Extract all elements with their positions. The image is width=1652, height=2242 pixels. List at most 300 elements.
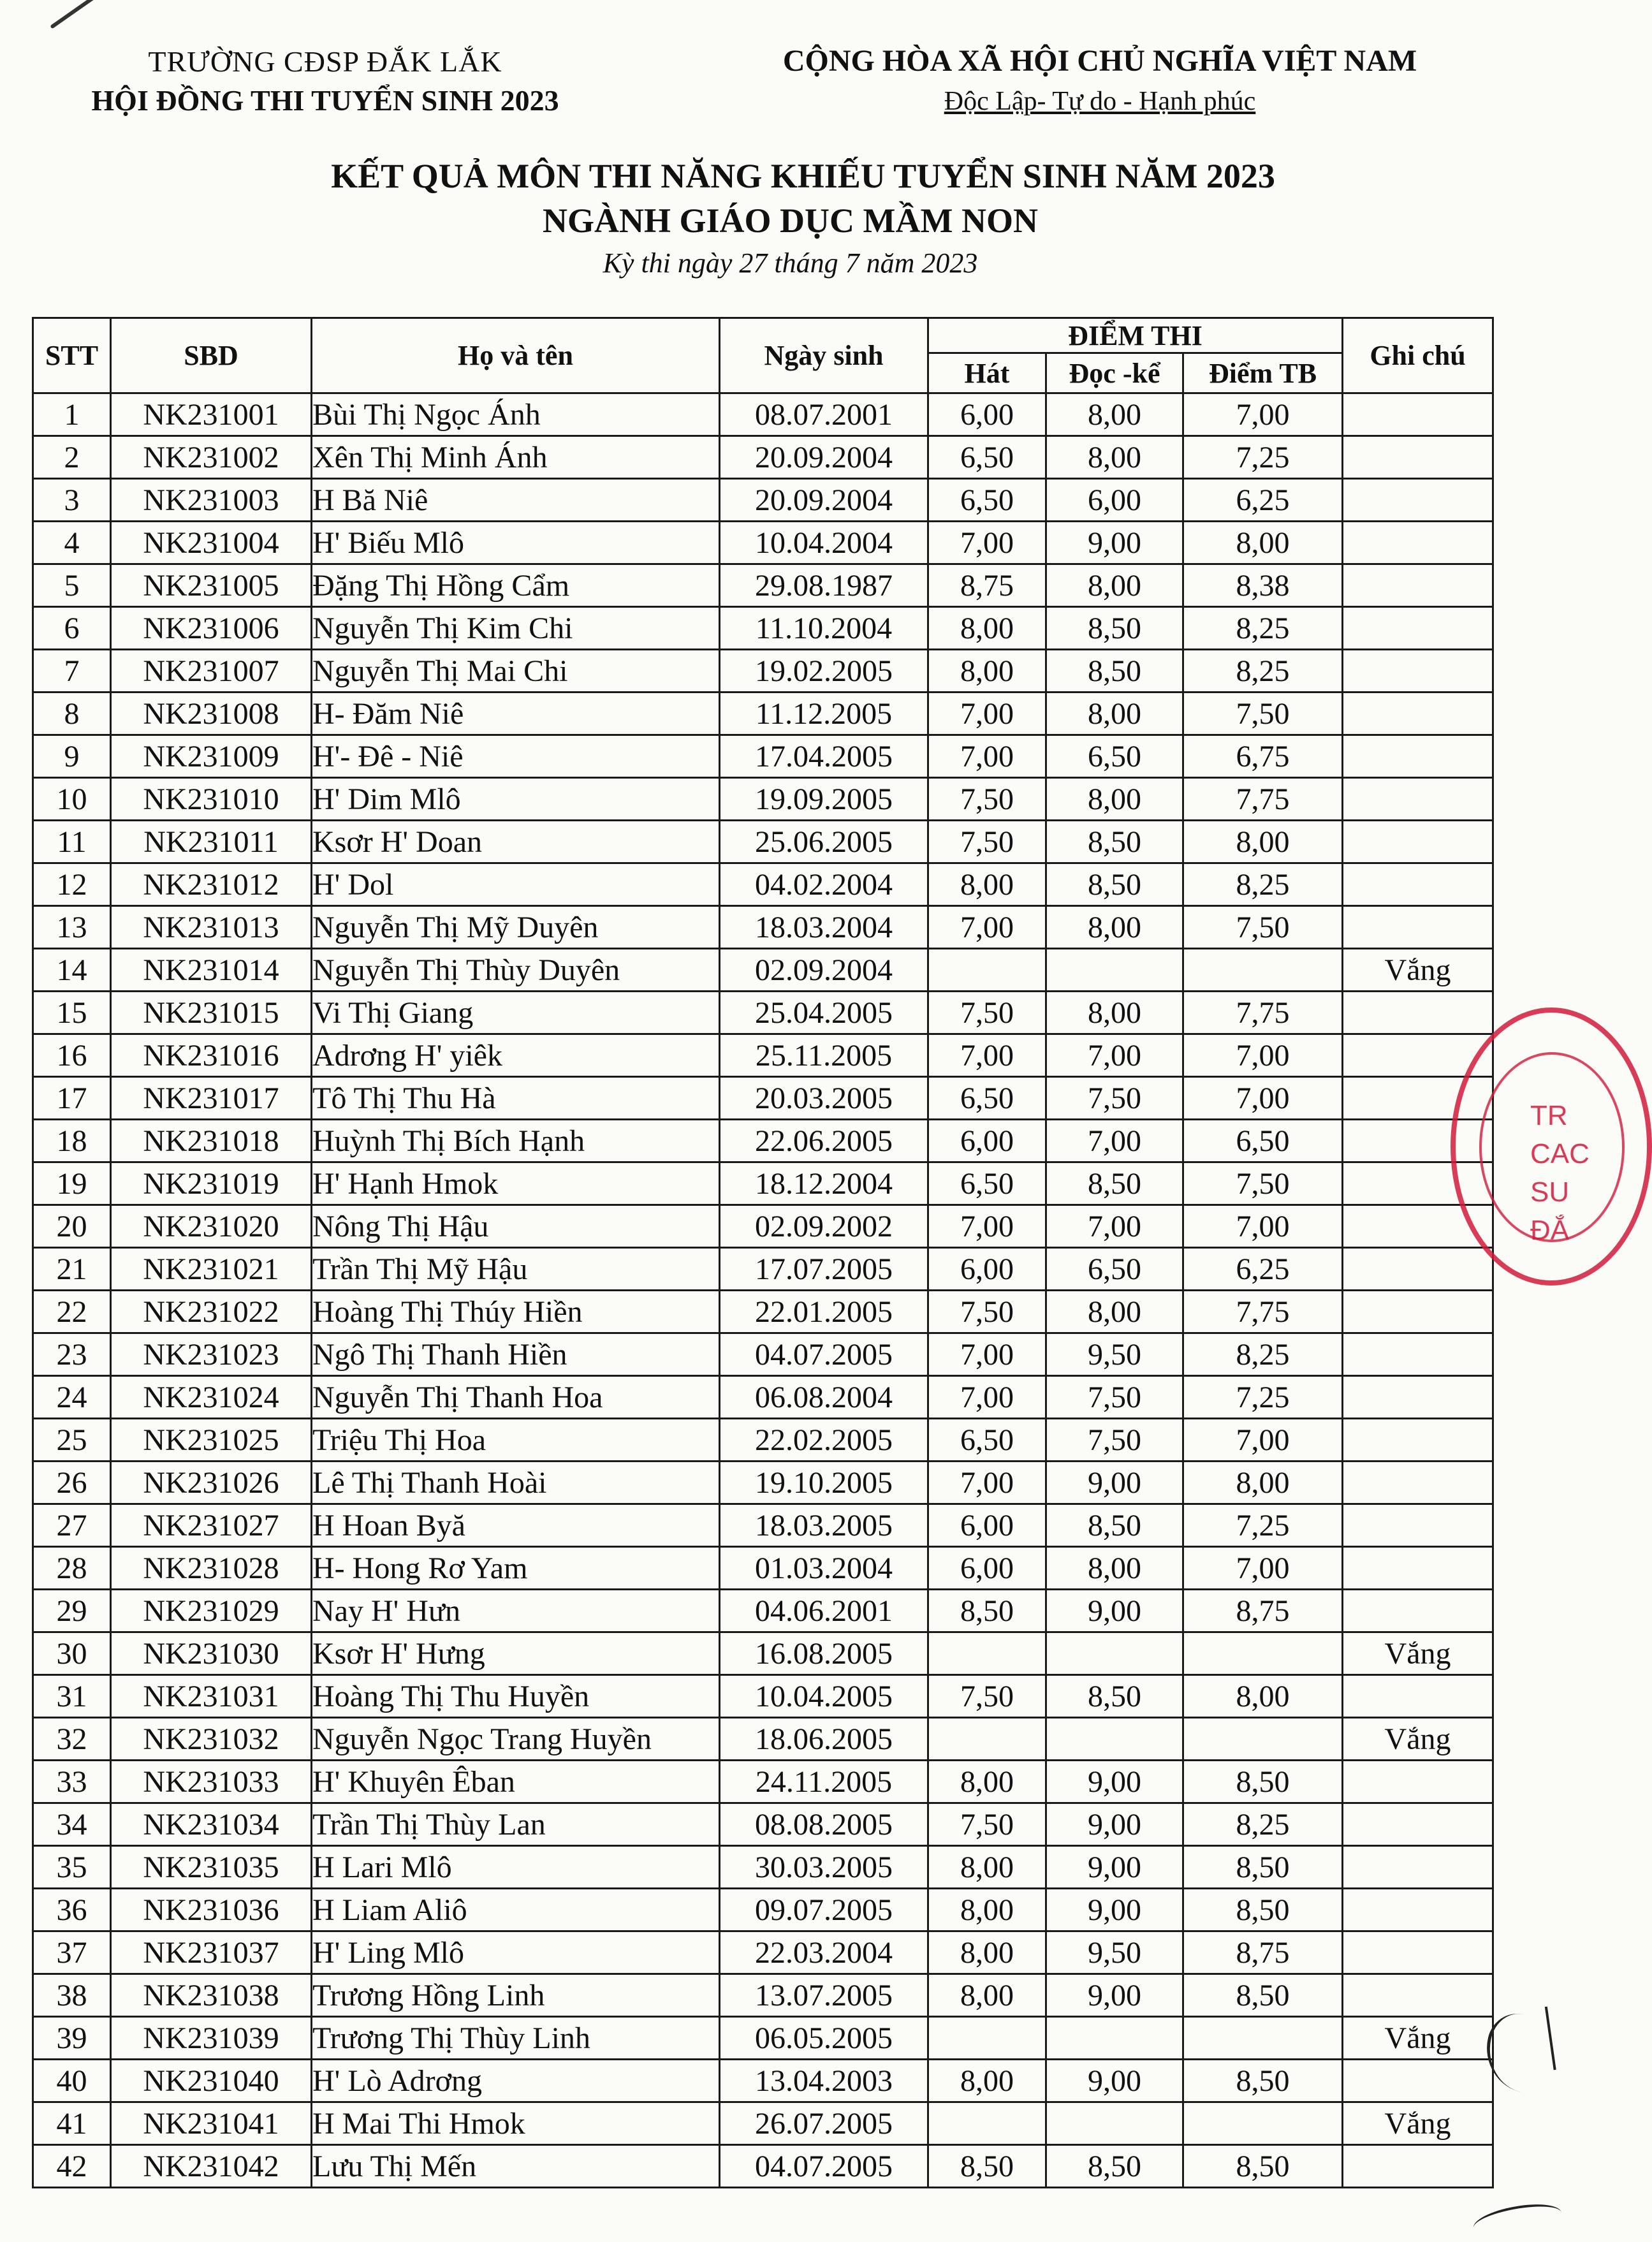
cell-dob: 19.09.2005 [720, 778, 928, 821]
cell-read: 8,00 [1046, 906, 1183, 949]
cell-name: H' Ling Mlô [312, 1931, 720, 1974]
document-subtitle: NGÀNH GIÁO DỤC MẦM NON [543, 201, 1038, 240]
document-title: KẾT QUẢ MÔN THI NĂNG KHIẾU TUYỂN SINH NĂM 2023 [331, 157, 1275, 195]
cell-sing: 7,50 [928, 1291, 1046, 1333]
cell-sing: 8,00 [928, 1761, 1046, 1803]
cell-sbd: NK231021 [111, 1248, 312, 1291]
cell-stt: 14 [33, 949, 111, 992]
cell-dob: 01.03.2004 [720, 1547, 928, 1590]
cell-sing: 6,00 [928, 393, 1046, 436]
cell-stt: 29 [33, 1590, 111, 1632]
table-row [33, 1718, 1493, 1761]
cell-read: 9,00 [1046, 1462, 1183, 1504]
cell-sing: 6,00 [928, 1248, 1046, 1291]
pen-mark [50, 0, 110, 29]
cell-note [1343, 1931, 1493, 1974]
cell-name: Trương Hồng Linh [312, 1974, 720, 2017]
republic-name: CỘNG HÒA XÃ HỘI CHỦ NGHĨA VIỆT NAM [782, 44, 1417, 78]
cell-sbd: NK231034 [111, 1803, 312, 1846]
cell-avg: 8,00 [1183, 821, 1343, 863]
cell-read: 9,00 [1046, 522, 1183, 564]
cell-note [1343, 522, 1493, 564]
cell-avg: 7,25 [1183, 1504, 1343, 1547]
cell-sbd: NK231017 [111, 1077, 312, 1120]
cell-note [1343, 863, 1493, 906]
cell-dob: 17.04.2005 [720, 735, 928, 778]
seal-text-line: SU [1530, 1176, 1570, 1208]
table-row [33, 2145, 1493, 2188]
cell-sing [928, 2017, 1046, 2060]
cell-sbd: NK231012 [111, 863, 312, 906]
cell-name: Đặng Thị Hồng Cẩm [312, 564, 720, 607]
cell-sbd: NK231002 [111, 436, 312, 479]
cell-stt: 41 [33, 2102, 111, 2145]
header-sbd: SBD [111, 318, 312, 393]
cell-dob: 13.04.2003 [720, 2060, 928, 2102]
table-row [33, 2017, 1493, 2060]
cell-read: 8,50 [1046, 863, 1183, 906]
cell-note [1343, 1504, 1493, 1547]
cell-sing: 6,00 [928, 1547, 1046, 1590]
cell-note: Vắng [1343, 2017, 1493, 2060]
cell-avg: 7,25 [1183, 1376, 1343, 1419]
cell-dob: 20.09.2004 [720, 436, 928, 479]
school-name: TRƯỜNG CĐSP ĐẮK LẮK [148, 45, 502, 78]
cell-dob: 04.02.2004 [720, 863, 928, 906]
table-row [33, 821, 1493, 863]
cell-sbd: NK231027 [111, 1504, 312, 1547]
cell-dob: 19.02.2005 [720, 650, 928, 692]
cell-name: Bùi Thị Ngọc Ánh [312, 393, 720, 436]
cell-avg [1183, 1718, 1343, 1761]
cell-stt: 33 [33, 1761, 111, 1803]
cell-note [1343, 1761, 1493, 1803]
cell-name: H' Dol [312, 863, 720, 906]
cell-sing [928, 1632, 1046, 1675]
table-row [33, 650, 1493, 692]
cell-note [1343, 1376, 1493, 1419]
cell-avg: 8,25 [1183, 863, 1343, 906]
cell-stt: 22 [33, 1291, 111, 1333]
cell-dob: 25.11.2005 [720, 1034, 928, 1077]
cell-note [1343, 735, 1493, 778]
cell-sbd: NK231040 [111, 2060, 312, 2102]
cell-sing: 8,00 [928, 1931, 1046, 1974]
cell-sing: 6,50 [928, 1077, 1046, 1120]
cell-sing: 6,50 [928, 436, 1046, 479]
cell-sbd: NK231014 [111, 949, 312, 992]
cell-note [1343, 1419, 1493, 1462]
cell-dob: 17.07.2005 [720, 1248, 928, 1291]
cell-dob: 18.06.2005 [720, 1718, 928, 1761]
cell-dob: 16.08.2005 [720, 1632, 928, 1675]
cell-name: Ksơr H' Hưng [312, 1632, 720, 1675]
cell-note [1343, 778, 1493, 821]
cell-stt: 2 [33, 436, 111, 479]
cell-read: 8,50 [1046, 607, 1183, 650]
cell-read: 8,50 [1046, 1504, 1183, 1547]
table-row [33, 1120, 1493, 1162]
table-row [33, 1291, 1493, 1333]
table-row [33, 479, 1493, 522]
cell-sbd: NK231035 [111, 1846, 312, 1889]
cell-note [1343, 1291, 1493, 1333]
cell-stt: 20 [33, 1205, 111, 1248]
cell-sbd: NK231005 [111, 564, 312, 607]
cell-sing: 7,00 [928, 1205, 1046, 1248]
cell-read: 6,50 [1046, 735, 1183, 778]
cell-sbd: NK231008 [111, 692, 312, 735]
cell-stt: 15 [33, 992, 111, 1034]
cell-read: 8,50 [1046, 1162, 1183, 1205]
cell-read: 8,00 [1046, 992, 1183, 1034]
cell-avg [1183, 2017, 1343, 2060]
cell-dob: 22.02.2005 [720, 1419, 928, 1462]
cell-dob: 11.12.2005 [720, 692, 928, 735]
cell-avg: 6,50 [1183, 1120, 1343, 1162]
cell-sing: 6,00 [928, 1504, 1046, 1547]
cell-stt: 18 [33, 1120, 111, 1162]
cell-name: Nguyễn Thị Kim Chi [312, 607, 720, 650]
cell-stt: 6 [33, 607, 111, 650]
cell-note [1343, 1803, 1493, 1846]
cell-sing: 6,50 [928, 479, 1046, 522]
cell-avg: 7,50 [1183, 1162, 1343, 1205]
cell-dob: 02.09.2004 [720, 949, 928, 992]
cell-stt: 35 [33, 1846, 111, 1889]
cell-sing: 7,00 [928, 522, 1046, 564]
cell-sbd: NK231020 [111, 1205, 312, 1248]
cell-avg: 7,00 [1183, 393, 1343, 436]
table-row [33, 1590, 1493, 1632]
cell-read [1046, 1632, 1183, 1675]
header-note: Ghi chú [1343, 318, 1493, 393]
table-row [33, 1205, 1493, 1248]
table-row [33, 1034, 1493, 1077]
cell-stt: 34 [33, 1803, 111, 1846]
cell-dob: 09.07.2005 [720, 1889, 928, 1931]
cell-sing: 8,00 [928, 1846, 1046, 1889]
cell-dob: 13.07.2005 [720, 1974, 928, 2017]
cell-sbd: NK231039 [111, 2017, 312, 2060]
table-row [33, 1803, 1493, 1846]
cell-note [1343, 2060, 1493, 2102]
table-row [33, 436, 1493, 479]
header-read: Đọc -kể [1046, 353, 1183, 393]
cell-sbd: NK231036 [111, 1889, 312, 1931]
cell-sing: 6,50 [928, 1419, 1046, 1462]
cell-name: H Hoan Byă [312, 1504, 720, 1547]
red-seal-text [1530, 1097, 1590, 1250]
cell-avg: 6,75 [1183, 735, 1343, 778]
cell-read: 8,00 [1046, 778, 1183, 821]
table-row [33, 863, 1493, 906]
cell-read: 7,00 [1046, 1034, 1183, 1077]
cell-read: 7,00 [1046, 1120, 1183, 1162]
cell-name: Xên Thị Minh Ánh [312, 436, 720, 479]
cell-dob: 20.03.2005 [720, 1077, 928, 1120]
cell-read: 9,00 [1046, 1889, 1183, 1931]
header-avg: Điểm TB [1183, 353, 1343, 393]
cell-sing: 7,50 [928, 1675, 1046, 1718]
cell-dob: 11.10.2004 [720, 607, 928, 650]
cell-sing: 7,50 [928, 778, 1046, 821]
table-row [33, 1333, 1493, 1376]
table-row [33, 1889, 1493, 1931]
cell-dob: 26.07.2005 [720, 2102, 928, 2145]
cell-stt: 7 [33, 650, 111, 692]
cell-sing: 8,00 [928, 2060, 1046, 2102]
cell-name: Vi Thị Giang [312, 992, 720, 1034]
table-row [33, 1761, 1493, 1803]
cell-note: Vắng [1343, 2102, 1493, 2145]
header-sing: Hát [928, 353, 1046, 393]
cell-avg: 8,50 [1183, 1974, 1343, 2017]
cell-read [1046, 949, 1183, 992]
title-block [0, 156, 1581, 279]
cell-sbd: NK231038 [111, 1974, 312, 2017]
cell-sing: 8,50 [928, 2145, 1046, 2188]
cell-avg: 7,75 [1183, 778, 1343, 821]
seal-text-line: CAC [1530, 1138, 1590, 1169]
cell-note [1343, 992, 1493, 1034]
cell-name: H' Khuyên Êban [312, 1761, 720, 1803]
cell-stt: 12 [33, 863, 111, 906]
cell-sbd: NK231015 [111, 992, 312, 1034]
cell-sing: 8,00 [928, 650, 1046, 692]
national-motto: Độc Lập- Tự do - Hạnh phúc [944, 87, 1256, 116]
cell-sing: 7,50 [928, 1803, 1046, 1846]
cell-sbd: NK231018 [111, 1120, 312, 1162]
cell-note [1343, 607, 1493, 650]
cell-stt: 10 [33, 778, 111, 821]
table-row [33, 692, 1493, 735]
cell-dob: 06.08.2004 [720, 1376, 928, 1419]
cell-sbd: NK231006 [111, 607, 312, 650]
cell-dob: 08.07.2001 [720, 393, 928, 436]
cell-sing [928, 949, 1046, 992]
cell-name: Lưu Thị Mến [312, 2145, 720, 2188]
cell-name: Trần Thị Thùy Lan [312, 1803, 720, 1846]
cell-note [1343, 1462, 1493, 1504]
cell-dob: 04.07.2005 [720, 2145, 928, 2188]
cell-stt: 27 [33, 1504, 111, 1547]
cell-sbd: NK231029 [111, 1590, 312, 1632]
cell-avg: 8,75 [1183, 1931, 1343, 1974]
cell-read: 8,00 [1046, 564, 1183, 607]
cell-dob: 10.04.2005 [720, 1675, 928, 1718]
header-stt: STT [33, 318, 111, 393]
cell-avg: 7,50 [1183, 906, 1343, 949]
cell-stt: 40 [33, 2060, 111, 2102]
header-name: Họ và tên [312, 318, 720, 393]
cell-note [1343, 1889, 1493, 1931]
cell-sing: 8,00 [928, 1974, 1046, 2017]
cell-read: 8,00 [1046, 436, 1183, 479]
cell-avg: 7,00 [1183, 1547, 1343, 1590]
cell-read: 8,00 [1046, 1291, 1183, 1333]
table-row [33, 1846, 1493, 1889]
cell-dob: 02.09.2002 [720, 1205, 928, 1248]
cell-avg: 8,50 [1183, 1846, 1343, 1889]
cell-sbd: NK231022 [111, 1291, 312, 1333]
table-row [33, 1504, 1493, 1547]
cell-stt: 1 [33, 393, 111, 436]
cell-sbd: NK231037 [111, 1931, 312, 1974]
cell-dob: 06.05.2005 [720, 2017, 928, 2060]
cell-name: Triệu Thị Hoa [312, 1419, 720, 1462]
cell-stt: 42 [33, 2145, 111, 2188]
cell-stt: 36 [33, 1889, 111, 1931]
cell-name: H' Dim Mlô [312, 778, 720, 821]
header-scores-group: ĐIỂM THI [928, 318, 1343, 353]
cell-avg: 7,00 [1183, 1419, 1343, 1462]
cell-read: 8,50 [1046, 2145, 1183, 2188]
cell-sbd: NK231026 [111, 1462, 312, 1504]
cell-read: 8,50 [1046, 1675, 1183, 1718]
cell-dob: 18.12.2004 [720, 1162, 928, 1205]
cell-stt: 5 [33, 564, 111, 607]
cell-avg: 8,38 [1183, 564, 1343, 607]
cell-name: Trương Thị Thùy Linh [312, 2017, 720, 2060]
cell-note [1343, 1675, 1493, 1718]
cell-name: Hoàng Thị Thu Huyền [312, 1675, 720, 1718]
cell-stt: 39 [33, 2017, 111, 2060]
cell-dob: 04.07.2005 [720, 1333, 928, 1376]
cell-stt: 38 [33, 1974, 111, 2017]
cell-sbd: NK231030 [111, 1632, 312, 1675]
table-row [33, 1675, 1493, 1718]
cell-note [1343, 650, 1493, 692]
cell-avg: 7,00 [1183, 1034, 1343, 1077]
cell-avg: 8,00 [1183, 522, 1343, 564]
cell-note [1343, 1846, 1493, 1889]
cell-dob: 08.08.2005 [720, 1803, 928, 1846]
cell-name: Trần Thị Mỹ Hậu [312, 1248, 720, 1291]
cell-note [1343, 1974, 1493, 2017]
cell-sbd: NK231001 [111, 393, 312, 436]
cell-sing: 8,00 [928, 1889, 1046, 1931]
table-row [33, 393, 1493, 436]
cell-dob: 04.06.2001 [720, 1590, 928, 1632]
cell-stt: 11 [33, 821, 111, 863]
cell-read: 9,50 [1046, 1333, 1183, 1376]
cell-dob: 29.08.1987 [720, 564, 928, 607]
table-row [33, 1974, 1493, 2017]
cell-sbd: NK231009 [111, 735, 312, 778]
cell-avg: 8,50 [1183, 1761, 1343, 1803]
cell-sbd: NK231025 [111, 1419, 312, 1462]
cell-note [1343, 1333, 1493, 1376]
cell-name: H Lari Mlô [312, 1846, 720, 1889]
cell-sbd: NK231042 [111, 2145, 312, 2188]
table-row [33, 2102, 1493, 2145]
cell-sing: 6,00 [928, 1120, 1046, 1162]
cell-sbd: NK231023 [111, 1333, 312, 1376]
table-row [33, 735, 1493, 778]
cell-read: 7,50 [1046, 1077, 1183, 1120]
cell-sbd: NK231041 [111, 2102, 312, 2145]
table-row [33, 1162, 1493, 1205]
cell-avg: 7,75 [1183, 992, 1343, 1034]
cell-note [1343, 1248, 1493, 1291]
cell-note: Vắng [1343, 1632, 1493, 1675]
cell-stt: 24 [33, 1376, 111, 1419]
cell-sing: 7,00 [928, 692, 1046, 735]
cell-sing: 7,00 [928, 1333, 1046, 1376]
cell-name: Nguyễn Thị Thanh Hoa [312, 1376, 720, 1419]
cell-note [1343, 692, 1493, 735]
cell-name: Ngô Thị Thanh Hiền [312, 1333, 720, 1376]
table-row [33, 1419, 1493, 1462]
cell-sing: 7,00 [928, 1376, 1046, 1419]
cell-sbd: NK231013 [111, 906, 312, 949]
cell-avg: 8,25 [1183, 1803, 1343, 1846]
cell-avg: 7,50 [1183, 692, 1343, 735]
cell-avg [1183, 2102, 1343, 2145]
cell-read: 8,50 [1046, 650, 1183, 692]
cell-stt: 16 [33, 1034, 111, 1077]
table-row [33, 564, 1493, 607]
cell-avg: 8,50 [1183, 2145, 1343, 2188]
cell-read: 9,00 [1046, 1803, 1183, 1846]
results-body [33, 393, 1493, 2188]
cell-name: Huỳnh Thị Bích Hạnh [312, 1120, 720, 1162]
cell-dob: 22.06.2005 [720, 1120, 928, 1162]
cell-name: Adrơng H' yiêk [312, 1034, 720, 1077]
cell-note [1343, 821, 1493, 863]
cell-sing: 8,00 [928, 863, 1046, 906]
cell-name: Nông Thị Hậu [312, 1205, 720, 1248]
cell-name: H' Lò Adrơng [312, 2060, 720, 2102]
cell-avg: 7,25 [1183, 436, 1343, 479]
cell-note [1343, 393, 1493, 436]
cell-name: H Liam Aliô [312, 1889, 720, 1931]
table-row [33, 906, 1493, 949]
cell-sing: 7,00 [928, 1462, 1046, 1504]
cell-stt: 26 [33, 1462, 111, 1504]
cell-stt: 32 [33, 1718, 111, 1761]
cell-name: Nguyễn Thị Mai Chi [312, 650, 720, 692]
cell-sbd: NK231016 [111, 1034, 312, 1077]
council-name: HỘI ĐỒNG THI TUYỂN SINH 2023 [91, 84, 559, 117]
cell-stt: 25 [33, 1419, 111, 1462]
cell-note: Vắng [1343, 1718, 1493, 1761]
cell-note [1343, 906, 1493, 949]
cell-dob: 10.04.2004 [720, 522, 928, 564]
cell-read: 8,00 [1046, 692, 1183, 735]
cell-dob: 22.01.2005 [720, 1291, 928, 1333]
cell-read: 7,50 [1046, 1419, 1183, 1462]
cell-read: 8,00 [1046, 393, 1183, 436]
cell-name: Hoàng Thị Thúy Hiền [312, 1291, 720, 1333]
cell-read: 9,00 [1046, 1974, 1183, 2017]
table-row [33, 1632, 1493, 1675]
cell-avg: 8,50 [1183, 1889, 1343, 1931]
cell-avg: 8,00 [1183, 1675, 1343, 1718]
cell-sing [928, 2102, 1046, 2145]
cell-sing: 7,00 [928, 906, 1046, 949]
cell-avg: 6,25 [1183, 1248, 1343, 1291]
header-right [733, 43, 1466, 117]
cell-read: 6,00 [1046, 479, 1183, 522]
header-dob: Ngày sinh [720, 318, 928, 393]
cell-note [1343, 436, 1493, 479]
cell-stt: 28 [33, 1547, 111, 1590]
cell-avg: 8,25 [1183, 607, 1343, 650]
cell-sing [928, 1718, 1046, 1761]
cell-name: Ksơr H' Doan [312, 821, 720, 863]
